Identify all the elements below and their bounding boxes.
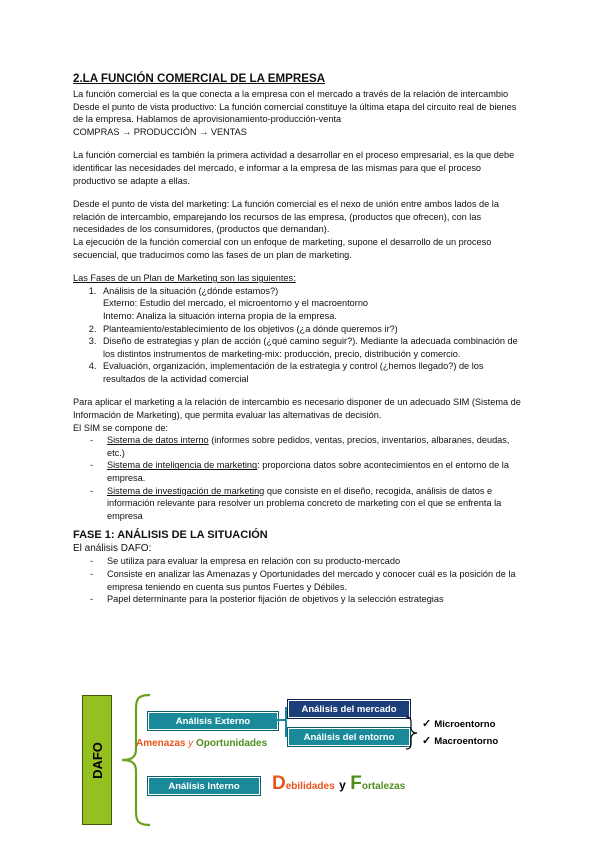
amenazas-oportunidades bbox=[136, 738, 267, 749]
document-body bbox=[73, 72, 525, 606]
small-brace-icon bbox=[404, 715, 418, 751]
curly-brace-icon bbox=[116, 693, 152, 827]
phase-item bbox=[99, 360, 525, 385]
intro-line-2: Desde el punto de vista productivo: La función comercial constituye la última etapa del circuito real de bienes de la empresa. Hablamos de aprovisionamiento-producción-venta bbox=[73, 101, 517, 125]
sim-paragraph: Para aplicar el marketing a la relación de intercambio es necesario disponer de un adecuado SIM (Sistema de Información de Marketing), que permita evaluar las alternativas de decisión. bbox=[73, 397, 521, 421]
analisis-mercado-box bbox=[288, 700, 410, 718]
sim-term: Sistema de inteligencia de marketing bbox=[107, 460, 258, 471]
phase-item bbox=[99, 335, 525, 360]
phase-label: Evaluación, organización, implementación de la estrategia y control (¿hemos llegado?) de los resultados de la actividad comercial bbox=[103, 361, 484, 384]
analisis-interno-label: Análisis Interno bbox=[168, 780, 240, 792]
microentorno-label: Microentorno bbox=[434, 719, 496, 730]
sim-term: Sistema de datos interno bbox=[107, 435, 209, 446]
sim-list bbox=[73, 434, 525, 522]
check-icon: ✓ bbox=[422, 735, 432, 747]
fase1-subtitle: El análisis DAFO: bbox=[73, 543, 152, 555]
analisis-externo-box bbox=[148, 712, 278, 730]
sim-desc: que consiste en el diseño, recogida, análisis de datos e información relevante para resolver un problema concreto de marketing con el que se enfrenta la empresa bbox=[107, 485, 502, 521]
phase-label: Análisis de la situación (¿dónde estamos?) bbox=[103, 285, 279, 296]
check-item bbox=[422, 733, 498, 750]
analisis-mercado-label: Análisis del mercado bbox=[301, 703, 397, 715]
sim-desc: (informes sobre pedidos, ventas, precios, inventarios, albaranes, deudas, etc.) bbox=[107, 435, 510, 458]
connector-line bbox=[285, 707, 287, 737]
phase-item bbox=[99, 285, 525, 323]
debilidades-initial: D bbox=[272, 773, 286, 794]
entorno-check-list bbox=[422, 716, 498, 750]
intro-line-3: COMPRAS → PRODUCCIÓN → VENTAS bbox=[73, 126, 247, 137]
check-item bbox=[422, 716, 498, 733]
section-title: 2.LA FUNCIÓN COMERCIAL DE LA EMPRESA bbox=[73, 72, 326, 85]
analisis-externo-label: Análisis Externo bbox=[175, 715, 251, 727]
sim-item bbox=[73, 485, 525, 523]
dafo-label: DAFO bbox=[89, 741, 105, 779]
check-icon: ✓ bbox=[422, 718, 432, 730]
amenazas-text: Amenazas bbox=[136, 738, 186, 749]
debilidades-rest: ebilidades bbox=[285, 781, 335, 792]
debilidades-fortalezas bbox=[272, 773, 405, 795]
phase-sub: Externo: Estudio del mercado, el microentorno y el macroentorno bbox=[103, 298, 369, 309]
analisis-interno-box bbox=[148, 777, 260, 795]
intro-line-1: La función comercial es la que conecta a la empresa con el mercado a través de la relación de intercambio bbox=[73, 89, 509, 99]
connector-y: y bbox=[339, 778, 346, 792]
fase1-item: - Papel determinante para la posterior fijación de objetivos y la selección estrategias bbox=[73, 593, 525, 606]
paragraph-4: La ejecución de la función comercial con un enfoque de marketing, supone el desarrollo de un proceso secuencial, que traducimos como las fases de un plan de marketing. bbox=[73, 236, 492, 260]
fase1-title: FASE 1: ANÁLISIS DE LA SITUACIÓN bbox=[73, 529, 268, 542]
phase-item bbox=[99, 323, 525, 336]
phase-label: Diseño de estrategias y plan de acción (¿qué camino seguir?). Mediante la adecuada combinación de los distintos instrumentos de marketing-mix: producción, precio, distribución y comercio. bbox=[103, 336, 518, 359]
paragraph-3: Desde el punto de vista del marketing: La función comercial es el nexo de unión entre ambos lados de la relación de intercambio, emparejando los recursos de las empresa, (productos que ofrecen), con las necesidades de los consumidores, (productos que demandan). bbox=[73, 199, 499, 235]
oportunidades-text: Oportunidades bbox=[196, 738, 268, 749]
analisis-entorno-label: Análisis del entorno bbox=[303, 731, 395, 743]
phases-list bbox=[73, 285, 525, 386]
phases-heading: Las Fases de un Plan de Marketing son las siguientes: bbox=[73, 273, 296, 284]
connector-y: y bbox=[188, 738, 194, 749]
sim-item bbox=[73, 459, 525, 484]
sim-item bbox=[73, 434, 525, 459]
macroentorno-label: Macroentorno bbox=[434, 736, 499, 747]
analisis-entorno-box bbox=[288, 728, 410, 746]
sim-desc: : proporciona datos sobre acontecimientos en el entorno de la empresa. bbox=[107, 460, 509, 484]
phase-sub: Interno: Analiza la situación interna propia de la empresa. bbox=[103, 310, 337, 321]
paragraph-2: La función comercial es también la primera actividad a desarrollar en el proceso empresarial, es la que debe identificar las necesidades del mercado, e informar a la empresa de las mismas para que el proceso productivo se adapte a ellas. bbox=[73, 150, 515, 186]
dafo-label-box bbox=[82, 695, 112, 825]
fase1-item: - Consiste en analizar las Amenazas y Oportunidades del mercado y conocer cuál es la posición de la empresa teniendo en cuenta sus puntos Fuertes y Débiles. bbox=[73, 568, 525, 593]
fase1-item: - Se utiliza para evaluar la empresa en relación con su producto-mercado bbox=[73, 555, 525, 568]
phase-label: Planteamiento/establecimiento de los objetivos (¿a dónde queremos ir?) bbox=[103, 323, 398, 334]
sim-term: Sistema de investigación de marketing bbox=[107, 485, 265, 496]
fortalezas-initial: F bbox=[350, 773, 362, 794]
dafo-diagram bbox=[82, 687, 518, 837]
fortalezas-rest: ortalezas bbox=[361, 781, 406, 792]
fase1-list bbox=[73, 555, 525, 605]
sim-compone: El SIM se compone de: bbox=[73, 422, 168, 433]
